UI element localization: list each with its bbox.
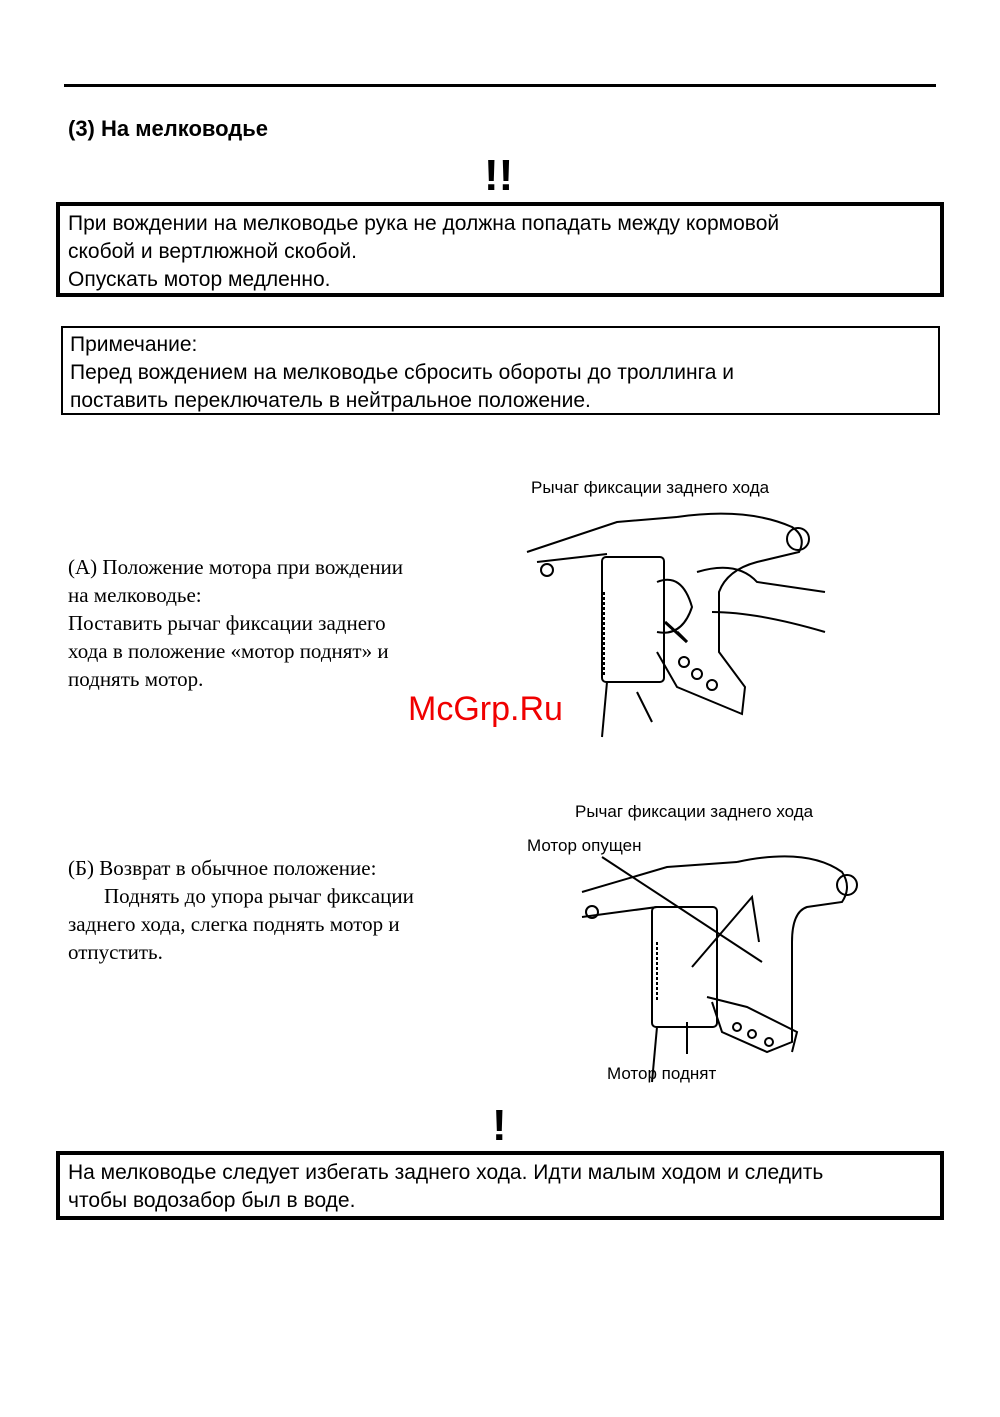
- label-lever-a: Рычаг фиксации заднего хода: [531, 478, 770, 497]
- warning-box-bottom: [56, 1151, 944, 1220]
- text-line: (Б) Возврат в обычное положение:: [68, 856, 377, 880]
- exclamation-icon: !: [492, 1101, 507, 1150]
- note-line: Перед вождением на мелководье сбросить обороты до троллинга и: [70, 361, 735, 384]
- text-line: на мелководье:: [68, 583, 202, 607]
- outboard-motor-illustration: [507, 442, 883, 1094]
- top-rule: [64, 84, 936, 87]
- text-line: хода в положение «мотор поднят» и: [68, 639, 389, 663]
- note-title: Примечание:: [70, 333, 198, 356]
- text-line: (А) Положение мотора при вождении: [68, 555, 404, 579]
- text-line: Поставить рычаг фиксации заднего: [68, 611, 386, 635]
- note-line: поставить переключатель в нейтральное положение.: [70, 389, 591, 412]
- text-block-b: [68, 854, 488, 966]
- label-motor-down: Мотор опущен: [527, 836, 642, 855]
- text-line: Поднять до упора рычаг фиксации: [104, 884, 414, 908]
- watermark: McGrp.Ru: [408, 690, 563, 728]
- label-motor-up: Мотор поднят: [607, 1064, 717, 1083]
- text-line: отпустить.: [68, 940, 163, 964]
- text-line: заднего хода, слегка поднять мотор и: [68, 912, 400, 936]
- text-block-a: [68, 553, 488, 693]
- section-title: (3) На мелководье: [68, 116, 268, 141]
- double-exclamation-icon: !!: [484, 151, 514, 200]
- warning-line: При вождении на мелководье рука не должна попадать между кормовой: [68, 212, 780, 235]
- warning-box-top: [56, 202, 944, 297]
- warning-line: скобой и вертлюжной скобой.: [68, 240, 357, 263]
- warning-line: На мелководье следует избегать заднего хода. Идти малым ходом и следить: [68, 1161, 824, 1184]
- text-line: поднять мотор.: [68, 667, 204, 691]
- note-box: [61, 326, 940, 415]
- warning-line: чтобы водозабор был в воде.: [68, 1189, 356, 1212]
- label-lever-b: Рычаг фиксации заднего хода: [575, 802, 814, 821]
- warning-line: Опускать мотор медленно.: [68, 268, 331, 291]
- motor-drawing: [507, 442, 883, 1094]
